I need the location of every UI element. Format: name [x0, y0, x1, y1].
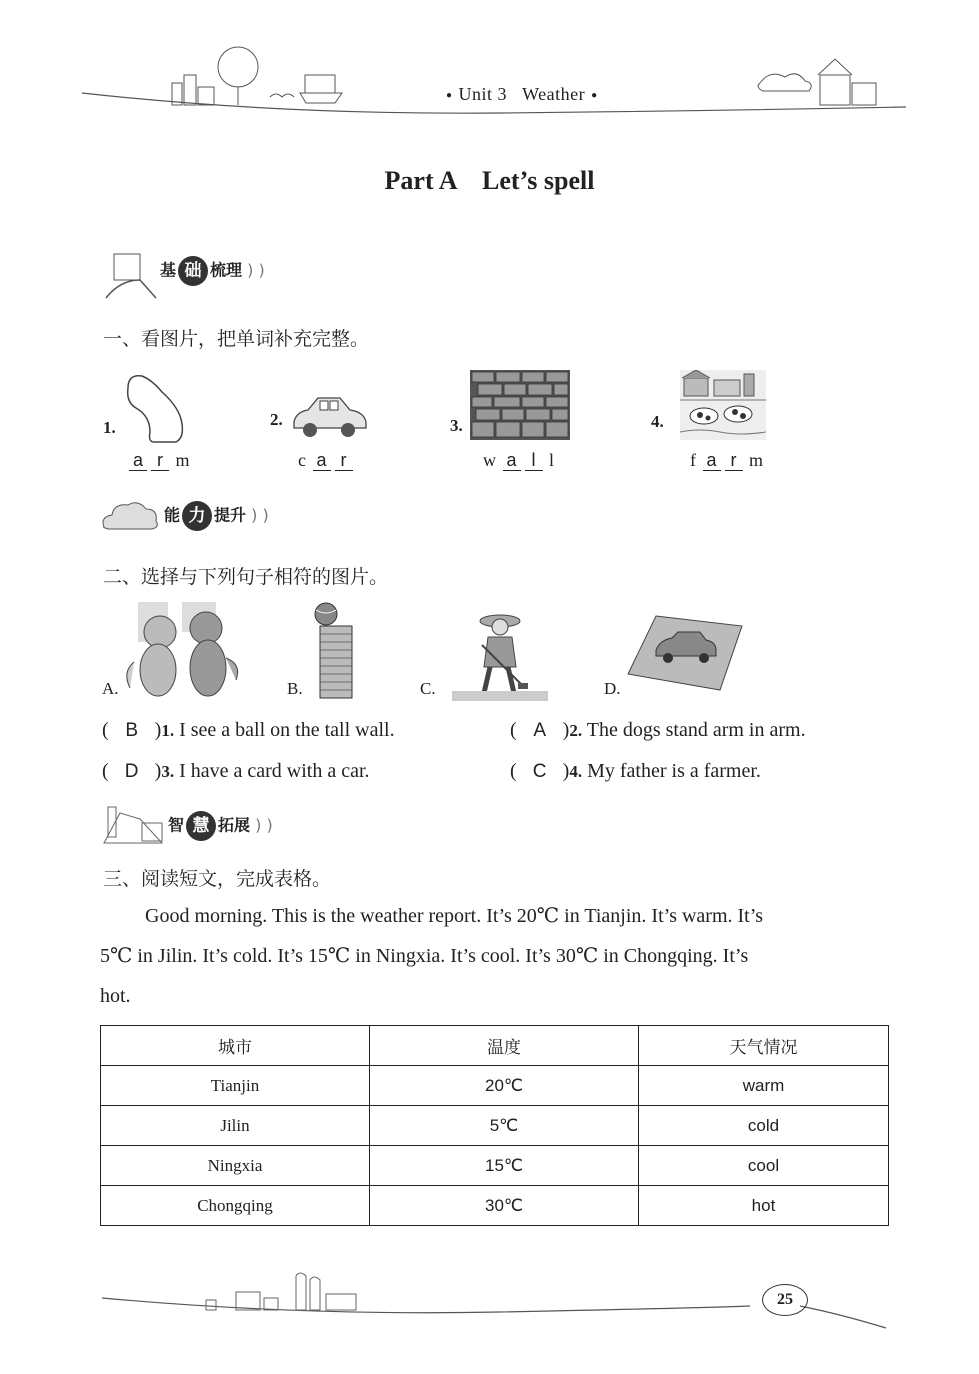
- badge-char-3: 拓展: [218, 815, 251, 835]
- car-picture: [288, 392, 370, 442]
- cell-city: Jilin: [101, 1106, 370, 1146]
- given-letter: w: [483, 450, 496, 470]
- answer-choice: D: [124, 761, 139, 782]
- answer-blank: a: [313, 450, 331, 471]
- sentence-3: ( D )3. I have a card with a car.: [102, 760, 370, 782]
- answer-blank: r: [151, 450, 169, 471]
- option-label-a: A.: [102, 679, 119, 698]
- given-letter: m: [749, 450, 764, 470]
- option-label-c: C.: [420, 679, 436, 698]
- table-row: [101, 1146, 889, 1186]
- section-badge-basics: 基 础 梳理 ) ): [100, 250, 290, 292]
- passage-line-2: 5℃ in Jilin. It’s cold. It’s 15℃ in Ningxia. It’s cool. It’s 30℃ in Chongqing. It’s: [100, 945, 749, 967]
- spell-word-arm: [127, 450, 190, 471]
- option-b-ball-wall-picture: [308, 600, 356, 700]
- cell-city: Chongqing: [101, 1186, 370, 1226]
- answer-choice: C: [532, 761, 547, 782]
- slide-illustration-icon: [100, 250, 160, 300]
- farm-picture: [680, 370, 766, 440]
- badge-char-3: 梳理: [210, 260, 243, 280]
- answer-blank: a: [129, 450, 147, 471]
- question-3-heading: 三、阅读短文，完成表格。: [103, 868, 332, 890]
- spell-word-farm: [690, 450, 763, 471]
- cell-weather: cool: [639, 1146, 889, 1186]
- cell-temperature: 20℃: [370, 1066, 639, 1106]
- section-badge-wisdom: 智 慧 拓展 ) ): [100, 803, 300, 845]
- header-weather: 天气情况: [639, 1026, 889, 1066]
- badge-char-2: 力: [182, 501, 212, 531]
- spell-word-car: [298, 450, 355, 471]
- table-row: [101, 1066, 889, 1106]
- cell-temperature: 5℃: [370, 1106, 639, 1146]
- option-label-b: B.: [287, 679, 303, 698]
- sentence-4: ( C )4. My father is a farmer.: [510, 760, 761, 782]
- sentence-1: ( B )1. I see a ball on the tall wall.: [102, 719, 395, 741]
- cell-city: Ningxia: [101, 1146, 370, 1186]
- page-title: Part A Let’s spell: [384, 166, 595, 195]
- given-letter: c: [298, 450, 306, 470]
- cell-temperature: 15℃: [370, 1146, 639, 1186]
- option-c-farmer-picture: [452, 605, 548, 701]
- badge-char-3: 提升: [214, 505, 247, 525]
- spell-item-number: 4.: [651, 412, 664, 431]
- badge-char-1: 智: [168, 815, 185, 835]
- answer-blank: l: [525, 450, 543, 471]
- answer-blank: a: [703, 450, 721, 471]
- spell-word-wall: [483, 450, 554, 471]
- answer-blank: a: [503, 450, 521, 471]
- cell-temperature: 30℃: [370, 1186, 639, 1226]
- given-letter: m: [175, 450, 190, 470]
- page-number: 25: [762, 1284, 808, 1316]
- passage-line-3: hot.: [100, 985, 131, 1007]
- unit-label: Unit 3: [458, 84, 508, 104]
- spell-item-number: 1.: [103, 418, 116, 437]
- option-label-d: D.: [604, 679, 621, 698]
- table-header-row: [101, 1026, 889, 1066]
- section-badge-ability: 能 力 提升 ) ): [100, 495, 300, 537]
- spell-item-number: 2.: [270, 410, 283, 429]
- cloud-car-icon: [100, 499, 162, 537]
- table-row: [101, 1106, 889, 1146]
- cell-weather: hot: [639, 1186, 889, 1226]
- answer-choice: B: [125, 720, 139, 741]
- passage-line-1: Good morning. This is the weather report. It’s 20℃ in Tianjin. It’s warm. It’s: [145, 905, 764, 927]
- books-icon: [100, 803, 166, 847]
- wall-picture: [470, 370, 570, 440]
- cell-city: Tianjin: [101, 1066, 370, 1106]
- badge-char-2: 础: [178, 256, 208, 286]
- answer-choice: A: [533, 720, 547, 741]
- topic-label: Weather: [522, 84, 586, 104]
- question-2-heading: 二、选择与下列句子相符的图片。: [103, 566, 389, 588]
- spell-item-number: 3.: [450, 416, 463, 435]
- table-row: [101, 1186, 889, 1226]
- sentence-2: ( A )2. The dogs stand arm in arm.: [510, 719, 806, 741]
- question-1-heading: 一、看图片，把单词补充完整。: [103, 328, 370, 350]
- badge-char-1: 基: [160, 260, 177, 280]
- answer-blank: r: [335, 450, 353, 471]
- badge-char-1: 能: [164, 505, 181, 525]
- header-city: 城市: [101, 1026, 370, 1066]
- arm-picture: [118, 370, 188, 445]
- cell-weather: cold: [639, 1106, 889, 1146]
- weather-table: [100, 1025, 889, 1226]
- option-a-dogs-picture: [122, 602, 248, 702]
- badge-char-2: 慧: [186, 811, 216, 841]
- header-temperature: 温度: [370, 1026, 639, 1066]
- given-letter: f: [690, 450, 696, 470]
- given-letter: l: [549, 450, 555, 470]
- cell-weather: warm: [639, 1066, 889, 1106]
- answer-blank: r: [725, 450, 743, 471]
- option-d-car-card-picture: [626, 612, 744, 692]
- running-header: ● Unit 3 Weather ●: [446, 84, 598, 104]
